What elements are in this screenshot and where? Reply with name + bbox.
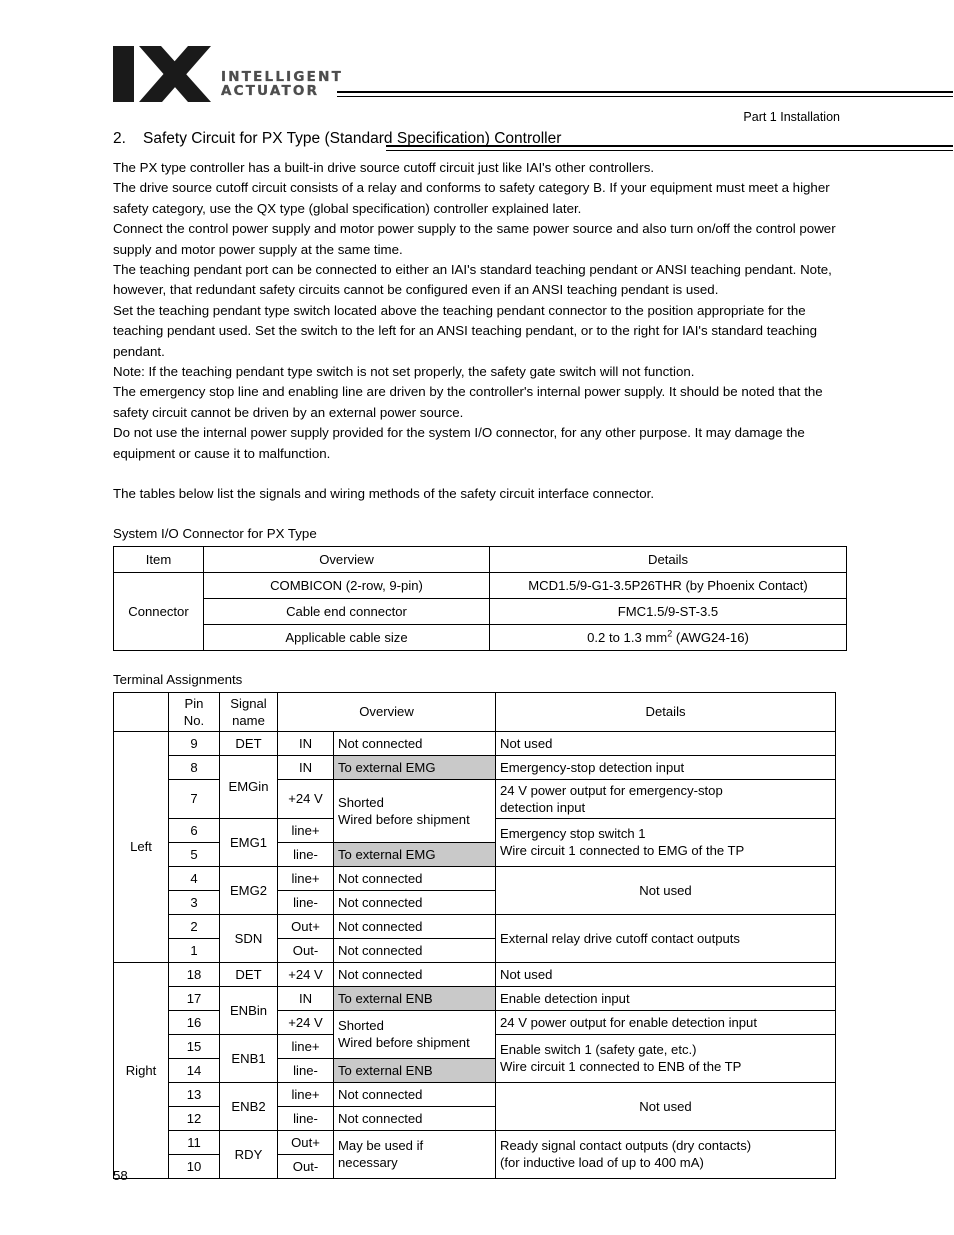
- overview-11-line2: necessary: [338, 1155, 398, 1170]
- cable-size-value: 0.2 to 1.3 mm: [587, 629, 668, 645]
- details-7-line1: 24 V power output for emergency-stop: [500, 782, 723, 798]
- pin-12: 12: [169, 1106, 220, 1130]
- details-7: [496, 779, 836, 818]
- overview-13: Not connected: [334, 1082, 496, 1106]
- details-11-line2: (for inductive load of up to 400 mA): [500, 1155, 704, 1170]
- overview-7-line1: Shorted: [338, 794, 384, 810]
- page-content: [113, 128, 840, 1179]
- details-16: 24 V power output for enable detection input: [496, 1010, 836, 1034]
- sysio-overview-3: Applicable cable size: [204, 624, 490, 650]
- tables-intro-text: The tables below list the signals and wiring methods of the safety circuit interface connector.: [113, 486, 655, 502]
- signal-enb2: ENB2: [220, 1082, 278, 1130]
- details-2-1: External relay drive cutoff contact outputs: [496, 914, 836, 962]
- dir-5: line-: [278, 842, 334, 866]
- terminal-header-details: Details: [496, 692, 836, 731]
- paragraph-8: Do not use the internal power supply provided for the system I/O connector, for any other purpose. It may damage the equipment or cause it to malfunction.: [113, 425, 805, 461]
- sysio-details-3: [490, 624, 847, 650]
- sysio-header-overview: Overview: [204, 546, 490, 572]
- pin-1: 1: [169, 938, 220, 962]
- overview-12: Not connected: [334, 1106, 496, 1130]
- details-9: Not used: [496, 731, 836, 755]
- pin-6: 6: [169, 818, 220, 842]
- overview-9: Not connected: [334, 731, 496, 755]
- cable-size-superscript: 2: [667, 628, 673, 639]
- table-row: [114, 962, 836, 986]
- overview-8: To external EMG: [334, 755, 496, 779]
- signal-enbin: ENBin: [220, 986, 278, 1034]
- pin-14: 14: [169, 1058, 220, 1082]
- pin-7: 7: [169, 779, 220, 818]
- dir-17: IN: [278, 986, 334, 1010]
- details-7-line2: detection input: [500, 799, 586, 815]
- overview-2: Not connected: [334, 914, 496, 938]
- terminal-assignments-table: [113, 692, 836, 1179]
- sysio-header-item: Item: [114, 546, 204, 572]
- section-title-text: Safety Circuit for PX Type (Standard Specification) Controller: [143, 130, 562, 147]
- table-row: [114, 624, 847, 650]
- paragraph-6: Note: If the teaching pendant type switch is not set properly, the safety gate switch will not function.: [113, 364, 695, 380]
- terminal-header-pin-no: [169, 692, 220, 731]
- dir-14: line-: [278, 1058, 334, 1082]
- table-row: [114, 986, 836, 1010]
- pin-2: 2: [169, 914, 220, 938]
- logo-word-intelligent: INTELLIGENT: [221, 69, 343, 85]
- dir-3: line-: [278, 890, 334, 914]
- terminal-header-side: [114, 692, 169, 731]
- page-number: 58: [113, 1168, 128, 1183]
- dir-16: +24 V: [278, 1010, 334, 1034]
- details-6-5: [496, 818, 836, 866]
- sysio-connector-table: [113, 546, 847, 651]
- table-row: [114, 755, 836, 779]
- overview-16-line2: Wired before shipment: [338, 1035, 470, 1050]
- paragraph-5: Set the teaching pendant type switch located above the teaching pendant connector to the position appropriate for the teaching pendant used. Set the switch to the left for an ANSI teaching pendant, or to the right for IAI's standard teaching pendant.: [113, 302, 818, 359]
- signal-emg2: EMG2: [220, 866, 278, 914]
- details-11-10: [496, 1130, 836, 1178]
- overview-18: Not connected: [334, 962, 496, 986]
- cable-size-awg: (AWG24-16): [672, 629, 749, 645]
- details-15-14: [496, 1034, 836, 1082]
- header-rule-top: [337, 91, 953, 97]
- page-header: [113, 44, 840, 124]
- overview-5: To external EMG: [334, 842, 496, 866]
- signal-det-left: DET: [220, 731, 278, 755]
- sysio-item-connector: Connector: [114, 572, 204, 650]
- sysio-overview-2: Cable end connector: [204, 598, 490, 624]
- signal-det-right: DET: [220, 962, 278, 986]
- signal-rdy: RDY: [220, 1130, 278, 1178]
- section-heading: [113, 128, 840, 150]
- terminal-side-right: Right: [114, 962, 169, 1178]
- overview-1: Not connected: [334, 938, 496, 962]
- dir-4: line+: [278, 866, 334, 890]
- dir-7: +24 V: [278, 779, 334, 818]
- pin-9: 9: [169, 731, 220, 755]
- paragraph-1: The PX type controller has a built-in drive source cutoff circuit just like IAI's other controllers.: [113, 160, 655, 175]
- pin-11: 11: [169, 1130, 220, 1154]
- details-17: Enable detection input: [496, 986, 836, 1010]
- dir-11: Out+: [278, 1130, 334, 1154]
- overview-16-15-shorted: [334, 1010, 496, 1058]
- pin-16: 16: [169, 1010, 220, 1034]
- overview-3: Not connected: [334, 890, 496, 914]
- paragraph-4: The teaching pendant port can be connected to either an IAI's standard teaching pendant or ANSI teaching pendant. Note, however, that redundant safety circuits cannot be configured even if an ANSI teaching pendant is used.: [113, 262, 832, 298]
- sysio-details-2: FMC1.5/9-ST-3.5: [490, 598, 847, 624]
- sysio-overview-1: COMBICON (2-row, 9-pin): [204, 572, 490, 598]
- details-13-12: Not used: [496, 1082, 836, 1130]
- pin-5: 5: [169, 842, 220, 866]
- overview-17: To external ENB: [334, 986, 496, 1010]
- dir-6: line+: [278, 818, 334, 842]
- details-11-line1: Ready signal contact outputs (dry contacts): [500, 1138, 752, 1153]
- details-18: Not used: [496, 962, 836, 986]
- table-row: [114, 731, 836, 755]
- overview-11-10: [334, 1130, 496, 1178]
- spacer: [113, 464, 840, 484]
- pin-4: 4: [169, 866, 220, 890]
- pin-header-line2: No.: [183, 712, 205, 728]
- table-row: [114, 914, 836, 938]
- table-row: [114, 598, 847, 624]
- signal-sdn: SDN: [220, 914, 278, 962]
- pin-10: 10: [169, 1154, 220, 1178]
- pin-15: 15: [169, 1034, 220, 1058]
- header-title: Part 1 Installation: [743, 110, 840, 124]
- dir-1: Out-: [278, 938, 334, 962]
- signal-header-line2: name: [232, 712, 265, 728]
- terminal-table-caption: Terminal Assignments: [113, 671, 243, 687]
- table-row: [114, 1130, 836, 1154]
- dir-2: Out+: [278, 914, 334, 938]
- sysio-table-caption: System I/O Connector for PX Type: [113, 525, 317, 541]
- paragraph-3: Connect the control power supply and motor power supply to the same power source and also turn on/off the control power supply and motor power supply at the same time.: [113, 221, 836, 257]
- signal-emg1: EMG1: [220, 818, 278, 866]
- table-row: [114, 866, 836, 890]
- ix-logo-icon: [113, 46, 211, 102]
- spacer-3: [113, 651, 840, 671]
- details-6-line1: Emergency stop switch 1: [500, 826, 646, 841]
- paragraph-7: The emergency stop line and enabling line are driven by the controller's internal power supply. It should be noted that the safety circuit cannot be driven by an external power source.: [113, 384, 823, 420]
- pin-8: 8: [169, 755, 220, 779]
- overview-16-line1: Shorted: [338, 1018, 384, 1033]
- pin-13: 13: [169, 1082, 220, 1106]
- pin-18: 18: [169, 962, 220, 986]
- overview-14: To external ENB: [334, 1058, 496, 1082]
- signal-enb1: ENB1: [220, 1034, 278, 1082]
- pin-3: 3: [169, 890, 220, 914]
- terminal-side-left: Left: [114, 731, 169, 962]
- pin-header-line1: Pin: [184, 695, 204, 711]
- sysio-header-details: Details: [490, 546, 847, 572]
- signal-emgin: EMGin: [220, 755, 278, 818]
- table-row: [114, 546, 847, 572]
- details-8: Emergency-stop detection input: [496, 755, 836, 779]
- overview-7-line2: Wired before shipment: [338, 811, 470, 827]
- overview-11-line1: May be used if: [338, 1138, 424, 1153]
- table-row: [114, 1082, 836, 1106]
- logo-word-actuator: ACTUATOR: [221, 83, 320, 99]
- table-row: [114, 572, 847, 598]
- overview-4: Not connected: [334, 866, 496, 890]
- details-6-line2: Wire circuit 1 connected to EMG of the TP: [500, 843, 745, 858]
- dir-9: IN: [278, 731, 334, 755]
- details-4-3: Not used: [496, 866, 836, 914]
- terminal-header-signal-name: [220, 692, 278, 731]
- sysio-details-1: MCD1.5/9-G1-3.5P26THR (by Phoenix Contact): [490, 572, 847, 598]
- section-number: 2.: [113, 130, 126, 147]
- dir-15: line+: [278, 1034, 334, 1058]
- table-header-row: [114, 692, 836, 731]
- terminal-header-overview: Overview: [278, 692, 496, 731]
- spacer-2: [113, 505, 840, 525]
- signal-header-line1: Signal: [230, 695, 267, 711]
- details-15-line2: Wire circuit 1 connected to ENB of the TP: [500, 1059, 742, 1074]
- overview-7-6-shorted: [334, 779, 496, 842]
- dir-12: line-: [278, 1106, 334, 1130]
- pin-17: 17: [169, 986, 220, 1010]
- details-15-line1: Enable switch 1 (safety gate, etc.): [500, 1042, 697, 1057]
- paragraph-2: The drive source cutoff circuit consists of a relay and conforms to safety category B. If your equipment must meet a higher safety category, use the QX type (global specification) controller explained later.: [113, 180, 830, 216]
- dir-13: line+: [278, 1082, 334, 1106]
- dir-8: IN: [278, 755, 334, 779]
- dir-10: Out-: [278, 1154, 334, 1178]
- dir-18: +24 V: [278, 962, 334, 986]
